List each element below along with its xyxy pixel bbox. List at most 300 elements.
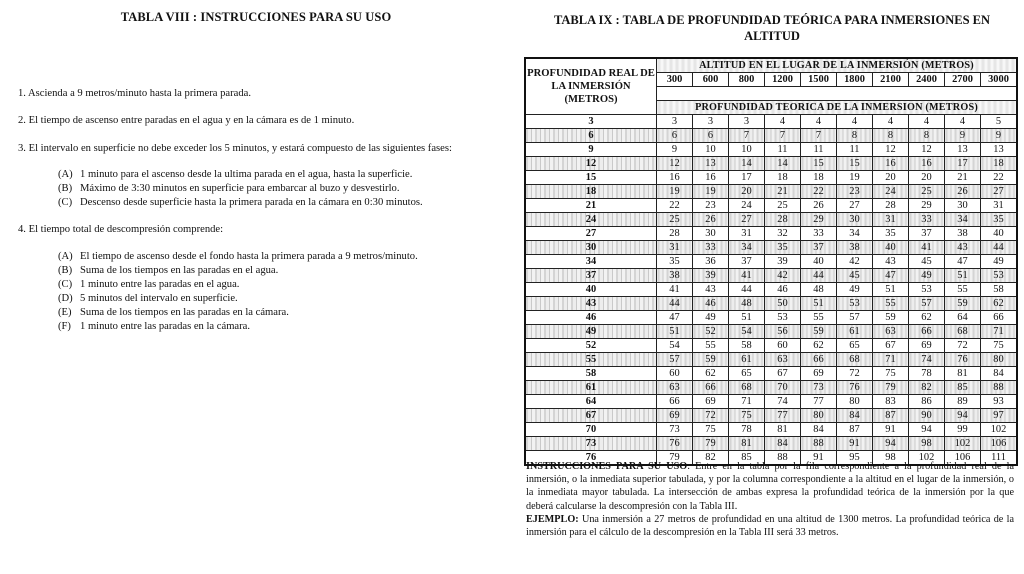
theoretical-depth-cell: 59 [801, 325, 837, 339]
theoretical-depth-cell: 19 [657, 185, 693, 199]
theoretical-depth-cell: 9 [657, 143, 693, 157]
header-spacer [657, 87, 1018, 101]
theoretical-depth-cell: 59 [873, 311, 909, 325]
theoretical-depth-cell: 9 [981, 129, 1018, 143]
theoretical-depth-cell: 59 [693, 353, 729, 367]
table-row [525, 213, 1017, 227]
theoretical-depth-cell: 62 [801, 339, 837, 353]
theoretical-depth-cell: 40 [873, 241, 909, 255]
theoretical-depth-cell: 33 [909, 213, 945, 227]
theoretical-depth-cell: 11 [765, 143, 801, 157]
theoretical-depth-cell: 61 [729, 353, 765, 367]
theoretical-depth-cell: 7 [801, 129, 837, 143]
theoretical-depth-cell: 85 [945, 381, 981, 395]
theoretical-depth-cell: 84 [837, 409, 873, 423]
theoretical-depth-cell: 51 [729, 311, 765, 325]
theoretical-depth-cell: 30 [837, 213, 873, 227]
theoretical-depth-cell: 66 [909, 325, 945, 339]
theoretical-depth-cell: 20 [909, 171, 945, 185]
theoretical-depth-cell: 26 [945, 185, 981, 199]
table-row [525, 185, 1017, 199]
theoretical-depth-cell: 75 [693, 423, 729, 437]
table-row [525, 129, 1017, 143]
theoretical-depth-cell: 49 [693, 311, 729, 325]
theoretical-depth-cell: 7 [729, 129, 765, 143]
theoretical-depth-cell: 102 [909, 451, 945, 466]
theoretical-depth-cell: 89 [945, 395, 981, 409]
table-row [525, 115, 1017, 129]
theoretical-depth-cell: 94 [909, 423, 945, 437]
table-row [525, 143, 1017, 157]
theoretical-depth-cell: 62 [693, 367, 729, 381]
theoretical-depth-cell: 69 [801, 367, 837, 381]
theoretical-depth-cell: 28 [765, 213, 801, 227]
theoretical-depth-cell: 63 [765, 353, 801, 367]
theoretical-depth-cell: 64 [945, 311, 981, 325]
real-depth-cell: 55 [525, 353, 657, 367]
theoretical-depth-cell: 16 [909, 157, 945, 171]
theoretical-depth-cell: 95 [837, 451, 873, 466]
theoretical-depth-cell: 30 [945, 199, 981, 213]
theoretical-depth-cell: 50 [765, 297, 801, 311]
theoretical-depth-cell: 20 [873, 171, 909, 185]
theoretical-depth-cell: 102 [981, 423, 1018, 437]
theoretical-depth-cell: 25 [657, 213, 693, 227]
real-depth-header: PROFUNDIDAD REAL DE LA INMERSIÓN (METROS) [525, 58, 657, 115]
theoretical-depth-cell: 111 [981, 451, 1018, 466]
theoretical-depth-cell: 18 [765, 171, 801, 185]
theoretical-depth-cell: 65 [729, 367, 765, 381]
real-depth-cell: 34 [525, 255, 657, 269]
theoretical-depth-cell: 102 [945, 437, 981, 451]
theoretical-depth-cell: 88 [981, 381, 1018, 395]
theoretical-depth-cell: 16 [873, 157, 909, 171]
theoretical-depth-cell: 34 [945, 213, 981, 227]
theoretical-depth-cell: 27 [981, 185, 1018, 199]
theoretical-depth-cell: 4 [945, 115, 981, 129]
theoretical-depth-cell: 106 [981, 437, 1018, 451]
theoretical-depth-cell: 84 [801, 423, 837, 437]
table-row [525, 325, 1017, 339]
theoretical-depth-cell: 41 [909, 241, 945, 255]
theoretical-depth-cell: 14 [729, 157, 765, 171]
theoretical-depth-cell: 54 [729, 325, 765, 339]
theoretical-depth-cell: 4 [909, 115, 945, 129]
theoretical-depth-cell: 94 [873, 437, 909, 451]
altitude-column-header: 1800 [837, 73, 873, 87]
theoretical-depth-cell: 55 [801, 311, 837, 325]
theoretical-depth-cell: 58 [981, 283, 1018, 297]
theoretical-depth-cell: 67 [873, 339, 909, 353]
theoretical-depth-cell: 31 [873, 213, 909, 227]
instructions-text: : Entre en la tabla por la fila correspondiente a la profundidad real de la inmersión, o la inmediata superior tabulada, y por la columna correspondiente a la altitud en el lugar de la inmersión, o la inmediata mayor tabulada. La intersección de ambas expresa la profundidad teórica de la inmersión por la que deberá calcularse la descompresión con la Tabla III. [526, 461, 1014, 512]
theoretical-depth-cell: 60 [765, 339, 801, 353]
theoretical-depth-cell: 47 [873, 269, 909, 283]
real-depth-cell: 6 [525, 129, 657, 143]
theoretical-depth-cell: 31 [729, 227, 765, 241]
theoretical-depth-cell: 12 [873, 143, 909, 157]
theoretical-depth-cell: 57 [657, 353, 693, 367]
theoretical-depth-cell: 77 [765, 409, 801, 423]
theoretical-depth-cell: 30 [693, 227, 729, 241]
theoretical-depth-cell: 82 [909, 381, 945, 395]
theoretical-depth-cell: 15 [801, 157, 837, 171]
theoretical-depth-cell: 36 [693, 255, 729, 269]
theoretical-depth-cell: 72 [837, 367, 873, 381]
theoretical-depth-cell: 69 [909, 339, 945, 353]
theoretical-depth-cell: 22 [801, 185, 837, 199]
theoretical-depth-cell: 75 [729, 409, 765, 423]
altitude-depth-table [524, 57, 1018, 466]
theoretical-depth-cell: 13 [693, 157, 729, 171]
real-depth-cell: 15 [525, 171, 657, 185]
instruction-item-2: 2. El tiempo de ascenso entre paradas en el agua y en la cámara es de 1 minuto. [18, 115, 355, 126]
theoretical-depth-cell: 6 [657, 129, 693, 143]
altitude-column-header: 2400 [909, 73, 945, 87]
theoretical-depth-cell: 51 [945, 269, 981, 283]
instruction-3-sub-a: (A) 1 minuto para el ascenso desde la ultima parada en el agua, hasta la superficie. [58, 169, 413, 180]
theoretical-depth-cell: 91 [801, 451, 837, 466]
theoretical-depth-cell: 35 [873, 227, 909, 241]
theoretical-depth-cell: 90 [909, 409, 945, 423]
altitude-header-row [525, 58, 1017, 73]
theoretical-depth-cell: 4 [765, 115, 801, 129]
real-depth-cell: 9 [525, 143, 657, 157]
theoretical-depth-cell: 66 [801, 353, 837, 367]
real-depth-cell: 67 [525, 409, 657, 423]
theoretical-depth-cell: 31 [981, 199, 1018, 213]
theoretical-depth-cell: 87 [873, 409, 909, 423]
real-depth-cell: 3 [525, 115, 657, 129]
theoretical-depth-cell: 18 [981, 157, 1018, 171]
theoretical-depth-cell: 68 [729, 381, 765, 395]
theoretical-depth-cell: 28 [873, 199, 909, 213]
theoretical-depth-cell: 41 [657, 283, 693, 297]
table-row [525, 353, 1017, 367]
theoretical-depth-cell: 32 [765, 227, 801, 241]
instruction-4-sub-c: (C) 1 minuto entre las paradas en el agua. [58, 279, 240, 290]
theoretical-depth-header: PROFUNDIDAD TEORICA DE LA INMERSION (METROS) [657, 101, 1018, 115]
theoretical-depth-cell: 21 [765, 185, 801, 199]
table-row [525, 269, 1017, 283]
theoretical-depth-cell: 67 [765, 367, 801, 381]
theoretical-depth-cell: 13 [945, 143, 981, 157]
theoretical-depth-cell: 20 [729, 185, 765, 199]
theoretical-depth-cell: 82 [693, 451, 729, 466]
theoretical-depth-cell: 80 [801, 409, 837, 423]
instruction-item-1: 1. Ascienda a 9 metros/minuto hasta la primera parada. [18, 88, 251, 99]
theoretical-depth-cell: 46 [693, 297, 729, 311]
theoretical-depth-cell: 39 [693, 269, 729, 283]
theoretical-depth-cell: 12 [909, 143, 945, 157]
theoretical-depth-cell: 35 [657, 255, 693, 269]
theoretical-depth-cell: 43 [693, 283, 729, 297]
theoretical-depth-cell: 88 [765, 451, 801, 466]
theoretical-depth-cell: 59 [945, 297, 981, 311]
theoretical-depth-cell: 76 [837, 381, 873, 395]
altitude-column-header: 3000 [981, 73, 1018, 87]
theoretical-depth-cell: 77 [801, 395, 837, 409]
theoretical-depth-cell: 37 [729, 255, 765, 269]
theoretical-depth-cell: 83 [873, 395, 909, 409]
theoretical-depth-cell: 6 [693, 129, 729, 143]
real-depth-cell: 64 [525, 395, 657, 409]
theoretical-depth-cell: 44 [657, 297, 693, 311]
theoretical-depth-cell: 98 [873, 451, 909, 466]
theoretical-depth-cell: 99 [945, 423, 981, 437]
instruction-4-sub-d: (D) 5 minutos del intervalo en superficie. [58, 293, 238, 304]
theoretical-depth-cell: 24 [873, 185, 909, 199]
real-depth-cell: 21 [525, 199, 657, 213]
theoretical-depth-cell: 80 [981, 353, 1018, 367]
theoretical-depth-cell: 3 [657, 115, 693, 129]
theoretical-depth-cell: 66 [981, 311, 1018, 325]
table-row [525, 241, 1017, 255]
theoretical-depth-cell: 25 [765, 199, 801, 213]
theoretical-depth-cell: 51 [801, 297, 837, 311]
instruction-3-sub-b: (B) Máximo de 3:30 minutos en superficie para embarcar al buzo y desvestirlo. [58, 183, 400, 194]
tabla-ix-instructions [526, 460, 1014, 539]
theoretical-depth-cell: 97 [981, 409, 1018, 423]
theoretical-depth-cell: 25 [909, 185, 945, 199]
theoretical-depth-cell: 27 [837, 199, 873, 213]
theoretical-depth-cell: 63 [657, 381, 693, 395]
theoretical-depth-cell: 27 [729, 213, 765, 227]
tabla-ix-title: TABLA IX : TABLA DE PROFUNDIDAD TEÓRICA PARA INMERSIONES EN ALTITUD [553, 13, 991, 43]
theoretical-depth-cell: 18 [801, 171, 837, 185]
theoretical-depth-cell: 17 [729, 171, 765, 185]
instruction-4-sub-e: (E) Suma de los tiempos en las paradas en la cámara. [58, 307, 289, 318]
theoretical-depth-cell: 49 [981, 255, 1018, 269]
altitude-header: ALTITUD EN EL LUGAR DE LA INMERSIÓN (METROS) [657, 58, 1018, 73]
theoretical-depth-cell: 49 [837, 283, 873, 297]
theoretical-depth-cell: 87 [837, 423, 873, 437]
theoretical-depth-cell: 86 [909, 395, 945, 409]
theoretical-depth-cell: 4 [801, 115, 837, 129]
theoretical-depth-cell: 62 [981, 297, 1018, 311]
theoretical-depth-cell: 91 [873, 423, 909, 437]
theoretical-depth-cell: 79 [873, 381, 909, 395]
theoretical-depth-cell: 75 [981, 339, 1018, 353]
theoretical-depth-cell: 78 [909, 367, 945, 381]
theoretical-depth-cell: 47 [945, 255, 981, 269]
theoretical-depth-cell: 53 [765, 311, 801, 325]
real-depth-cell: 58 [525, 367, 657, 381]
theoretical-depth-cell: 23 [693, 199, 729, 213]
theoretical-depth-cell: 43 [945, 241, 981, 255]
theoretical-depth-cell: 85 [729, 451, 765, 466]
theoretical-depth-cell: 94 [945, 409, 981, 423]
theoretical-depth-cell: 11 [837, 143, 873, 157]
table-row [525, 255, 1017, 269]
theoretical-depth-cell: 9 [945, 129, 981, 143]
table-row [525, 395, 1017, 409]
theoretical-depth-cell: 40 [801, 255, 837, 269]
theoretical-depth-cell: 41 [729, 269, 765, 283]
theoretical-depth-cell: 75 [873, 367, 909, 381]
theoretical-depth-cell: 38 [657, 269, 693, 283]
real-depth-cell: 61 [525, 381, 657, 395]
altitude-column-header: 800 [729, 73, 765, 87]
real-depth-cell: 40 [525, 283, 657, 297]
theoretical-depth-cell: 29 [909, 199, 945, 213]
theoretical-depth-cell: 56 [765, 325, 801, 339]
theoretical-depth-cell: 51 [657, 325, 693, 339]
theoretical-depth-cell: 21 [945, 171, 981, 185]
theoretical-depth-cell: 5 [981, 115, 1018, 129]
example-label: EJEMPLO: [526, 513, 579, 525]
instruction-item-4: 4. El tiempo total de descompresión comprende: [18, 224, 224, 235]
theoretical-depth-cell: 38 [837, 241, 873, 255]
table-row [525, 339, 1017, 353]
theoretical-depth-cell: 8 [873, 129, 909, 143]
altitude-column-header: 2100 [873, 73, 909, 87]
table-row [525, 437, 1017, 451]
theoretical-depth-cell: 40 [981, 227, 1018, 241]
theoretical-depth-cell: 19 [837, 171, 873, 185]
instructions-label: INSTRUCCIONES PARA SU USO [526, 461, 688, 472]
table-row [525, 367, 1017, 381]
table-row [525, 409, 1017, 423]
theoretical-depth-cell: 66 [693, 381, 729, 395]
theoretical-depth-cell: 60 [657, 367, 693, 381]
table-row [525, 283, 1017, 297]
table-row [525, 311, 1017, 325]
theoretical-depth-cell: 8 [909, 129, 945, 143]
instruction-4-sub-f: (F) 1 minuto entre las paradas en la cámara. [58, 321, 251, 332]
theoretical-depth-cell: 68 [837, 353, 873, 367]
theoretical-depth-cell: 10 [729, 143, 765, 157]
theoretical-depth-cell: 44 [981, 241, 1018, 255]
theoretical-depth-cell: 4 [837, 115, 873, 129]
theoretical-depth-cell: 84 [981, 367, 1018, 381]
theoretical-depth-cell: 39 [765, 255, 801, 269]
theoretical-depth-cell: 26 [801, 199, 837, 213]
theoretical-depth-cell: 33 [693, 241, 729, 255]
theoretical-depth-cell: 53 [909, 283, 945, 297]
table-row [525, 381, 1017, 395]
theoretical-depth-cell: 22 [981, 171, 1018, 185]
theoretical-depth-cell: 45 [909, 255, 945, 269]
theoretical-depth-cell: 80 [837, 395, 873, 409]
theoretical-depth-cell: 55 [693, 339, 729, 353]
theoretical-depth-cell: 65 [837, 339, 873, 353]
instruction-4-sub-a: (A) El tiempo de ascenso desde el fondo hasta la primera parada a 9 metros/minuto. [58, 251, 418, 262]
theoretical-depth-cell: 17 [945, 157, 981, 171]
theoretical-depth-cell: 16 [693, 171, 729, 185]
theoretical-depth-cell: 58 [729, 339, 765, 353]
theoretical-depth-cell: 79 [693, 437, 729, 451]
theoretical-depth-cell: 26 [693, 213, 729, 227]
theoretical-depth-cell: 49 [909, 269, 945, 283]
theoretical-depth-cell: 93 [981, 395, 1018, 409]
theoretical-depth-cell: 76 [945, 353, 981, 367]
instruction-3-sub-c: (C) Descenso desde superficie hasta la primera parada en la cámara en 0:30 minutos. [58, 197, 423, 208]
theoretical-depth-cell: 34 [729, 241, 765, 255]
theoretical-depth-cell: 55 [873, 297, 909, 311]
theoretical-depth-cell: 52 [693, 325, 729, 339]
theoretical-depth-cell: 57 [909, 297, 945, 311]
real-depth-cell: 30 [525, 241, 657, 255]
altitude-column-header: 600 [693, 73, 729, 87]
theoretical-depth-cell: 66 [657, 395, 693, 409]
theoretical-depth-cell: 51 [873, 283, 909, 297]
theoretical-depth-cell: 57 [837, 311, 873, 325]
theoretical-depth-cell: 71 [729, 395, 765, 409]
real-depth-cell: 49 [525, 325, 657, 339]
theoretical-depth-cell: 42 [765, 269, 801, 283]
example-text: Una inmersión a 27 metros de profundidad en una altitud de 1300 metros. La profundidad teórica de la inmersión para el cálculo de la descompresión en la Tabla III será 33 metros. [526, 513, 1014, 539]
theoretical-depth-cell: 42 [837, 255, 873, 269]
theoretical-depth-cell: 7 [765, 129, 801, 143]
theoretical-depth-cell: 31 [657, 241, 693, 255]
theoretical-depth-cell: 54 [657, 339, 693, 353]
real-depth-cell: 12 [525, 157, 657, 171]
theoretical-depth-cell: 13 [981, 143, 1018, 157]
theoretical-depth-cell: 53 [981, 269, 1018, 283]
theoretical-depth-cell: 72 [945, 339, 981, 353]
real-depth-cell: 73 [525, 437, 657, 451]
theoretical-depth-cell: 24 [729, 199, 765, 213]
theoretical-depth-cell: 43 [873, 255, 909, 269]
theoretical-depth-cell: 19 [693, 185, 729, 199]
theoretical-depth-cell: 34 [837, 227, 873, 241]
theoretical-depth-cell: 10 [693, 143, 729, 157]
theoretical-depth-cell: 61 [837, 325, 873, 339]
theoretical-depth-cell: 48 [801, 283, 837, 297]
instruction-item-3: 3. El intervalo en superficie no debe exceder los 5 minutos, y estará compuesto de las siguientes fases: [18, 143, 452, 154]
theoretical-depth-cell: 73 [801, 381, 837, 395]
theoretical-depth-cell: 81 [729, 437, 765, 451]
altitude-column-header: 1500 [801, 73, 837, 87]
theoretical-depth-cell: 15 [837, 157, 873, 171]
real-depth-cell: 52 [525, 339, 657, 353]
theoretical-depth-cell: 38 [945, 227, 981, 241]
real-depth-cell: 18 [525, 185, 657, 199]
theoretical-depth-cell: 98 [909, 437, 945, 451]
tabla-viii-title: TABLA VIII : INSTRUCCIONES PARA SU USO [120, 10, 392, 24]
instruction-4-sub-b: (B) Suma de los tiempos en las paradas en el agua. [58, 265, 279, 276]
theoretical-depth-cell: 84 [765, 437, 801, 451]
theoretical-depth-cell: 55 [945, 283, 981, 297]
theoretical-depth-cell: 62 [909, 311, 945, 325]
theoretical-depth-cell: 35 [981, 213, 1018, 227]
theoretical-depth-cell: 74 [909, 353, 945, 367]
real-depth-cell: 37 [525, 269, 657, 283]
table-row [525, 171, 1017, 185]
theoretical-depth-cell: 28 [657, 227, 693, 241]
theoretical-depth-cell: 91 [837, 437, 873, 451]
theoretical-depth-cell: 45 [837, 269, 873, 283]
table-row [525, 227, 1017, 241]
table-row [525, 297, 1017, 311]
table-row [525, 423, 1017, 437]
theoretical-depth-cell: 81 [765, 423, 801, 437]
theoretical-depth-cell: 79 [657, 451, 693, 466]
theoretical-depth-cell: 44 [801, 269, 837, 283]
theoretical-depth-cell: 3 [729, 115, 765, 129]
theoretical-depth-cell: 22 [657, 199, 693, 213]
theoretical-depth-cell: 14 [765, 157, 801, 171]
theoretical-depth-cell: 88 [801, 437, 837, 451]
theoretical-depth-cell: 71 [981, 325, 1018, 339]
theoretical-depth-cell: 47 [657, 311, 693, 325]
real-depth-cell: 43 [525, 297, 657, 311]
theoretical-depth-cell: 37 [801, 241, 837, 255]
theoretical-depth-cell: 71 [873, 353, 909, 367]
theoretical-depth-cell: 12 [657, 157, 693, 171]
real-depth-cell: 27 [525, 227, 657, 241]
